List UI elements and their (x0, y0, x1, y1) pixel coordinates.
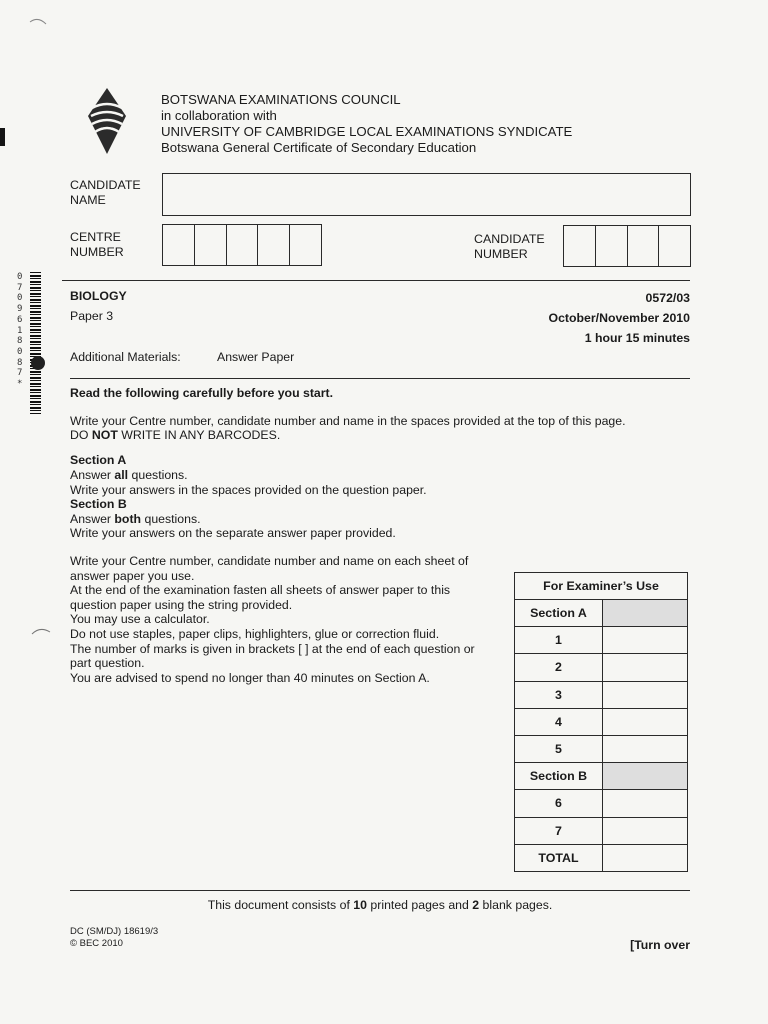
instruction-line: Do not use staples, paper clips, highlighters, glue or correction fluid. (70, 626, 440, 641)
mark-cell-q7[interactable] (603, 817, 688, 844)
digit-box[interactable] (659, 226, 690, 266)
digit-box[interactable] (628, 226, 660, 266)
scan-smudge-top (28, 14, 68, 34)
scan-smudge-left (30, 624, 54, 638)
row-label-section-b: Section B (515, 763, 603, 790)
examiners-use-table (514, 572, 688, 872)
digit-box[interactable] (290, 225, 321, 265)
scan-edge-mark (0, 128, 5, 146)
centre-number-boxes[interactable] (162, 224, 322, 266)
instruction-line: Write your Centre number, candidate number and name on each sheet of (70, 554, 469, 568)
mark-cell-q6[interactable] (603, 790, 688, 817)
header-ucles: UNIVERSITY OF CAMBRIDGE LOCAL EXAMINATIONS SYNDICATE (161, 124, 573, 139)
instruction-line: You are advised to spend no longer than 40 minutes on Section A. (70, 670, 430, 685)
instruction-line: The number of marks is given in brackets [ ] at the end of each question or (70, 641, 475, 656)
candidate-number-label: CANDIDATE NUMBER (474, 232, 545, 261)
row-label-q7: 7 (515, 817, 603, 844)
instruction-line: You may use a calculator. (70, 612, 210, 627)
instruction-write-details: Write your Centre number, candidate number and name in the spaces provided at the top of this page. (70, 414, 626, 428)
section-a-write: Write your answers in the spaces provided on the question paper. (70, 483, 427, 497)
page-count-note: This document consists of 10 printed pages and 2 blank pages. (207, 898, 553, 912)
document-reference: DC (SM/DJ) 18619/3 © BEC 2010 (70, 926, 159, 949)
divider-footer (70, 890, 690, 891)
examiners-use-title: For Examiner’s Use (515, 573, 688, 600)
digit-box[interactable] (258, 225, 290, 265)
row-label-q1: 1 (515, 627, 603, 654)
paper-number: Paper 3 (70, 309, 114, 323)
barcode-number: 0709618087* (17, 272, 23, 390)
mark-cell-q1[interactable] (603, 627, 688, 654)
section-a-heading: Section A (70, 453, 127, 467)
mark-cell-q5[interactable] (603, 735, 688, 762)
instruction-line: answer paper you use. (70, 568, 195, 583)
row-label-q5: 5 (515, 735, 603, 762)
digit-box[interactable] (596, 226, 628, 266)
candidate-number-boxes[interactable] (563, 225, 691, 267)
instructions-heading: Read the following carefully before you start. (70, 386, 334, 400)
candidate-name-box[interactable] (162, 173, 691, 216)
general-instructions (70, 554, 475, 685)
divider-2 (70, 378, 690, 379)
instruction-line: question paper using the string provided. (70, 597, 293, 612)
instruction-no-barcodes: DO NOT WRITE IN ANY BARCODES. (70, 428, 281, 442)
mark-cell-q2[interactable] (603, 654, 688, 681)
mark-cell-q4[interactable] (603, 708, 688, 735)
instruction-line: At the end of the examination fasten all sheets of answer paper to this (70, 583, 451, 598)
exam-session: October/November 2010 (548, 311, 690, 325)
digit-box[interactable] (564, 226, 596, 266)
row-label-q4: 4 (515, 708, 603, 735)
digit-box[interactable] (227, 225, 259, 265)
materials-value: Answer Paper (217, 350, 295, 364)
bec-logo (84, 86, 130, 156)
section-b-write: Write your answers on the separate answer paper provided. (70, 526, 396, 540)
row-label-total: TOTAL (515, 844, 603, 871)
centre-number-label: CENTRE NUMBER (70, 230, 124, 259)
header-collab: in collaboration with (161, 108, 277, 123)
subject: BIOLOGY (70, 289, 127, 303)
divider-1 (62, 280, 690, 281)
mark-cell-section-b (603, 763, 688, 790)
header-council: BOTSWANA EXAMINATIONS COUNCIL (161, 92, 401, 107)
mark-cell-total[interactable] (603, 844, 688, 871)
digit-box[interactable] (163, 225, 195, 265)
header-certificate: Botswana General Certificate of Secondary Education (161, 140, 477, 155)
instruction-line: part question. (70, 656, 145, 671)
section-b-answer: Answer both questions. (70, 512, 201, 526)
section-b-heading: Section B (70, 497, 127, 511)
row-label-q2: 2 (515, 654, 603, 681)
paper-code: 0572/03 (645, 291, 690, 305)
materials-label: Additional Materials: (70, 350, 181, 364)
turn-over: [Turn over (630, 938, 690, 952)
exam-duration: 1 hour 15 minutes (584, 331, 690, 345)
row-label-q6: 6 (515, 790, 603, 817)
mark-cell-q3[interactable] (603, 681, 688, 708)
row-label-section-a: Section A (515, 600, 603, 627)
row-label-q3: 3 (515, 681, 603, 708)
candidate-name-label: CANDIDATE NAME (70, 178, 141, 207)
barcode (30, 272, 41, 414)
digit-box[interactable] (195, 225, 227, 265)
punch-hole (31, 356, 45, 370)
section-a-answer: Answer all questions. (70, 468, 188, 482)
mark-cell-section-a (603, 600, 688, 627)
